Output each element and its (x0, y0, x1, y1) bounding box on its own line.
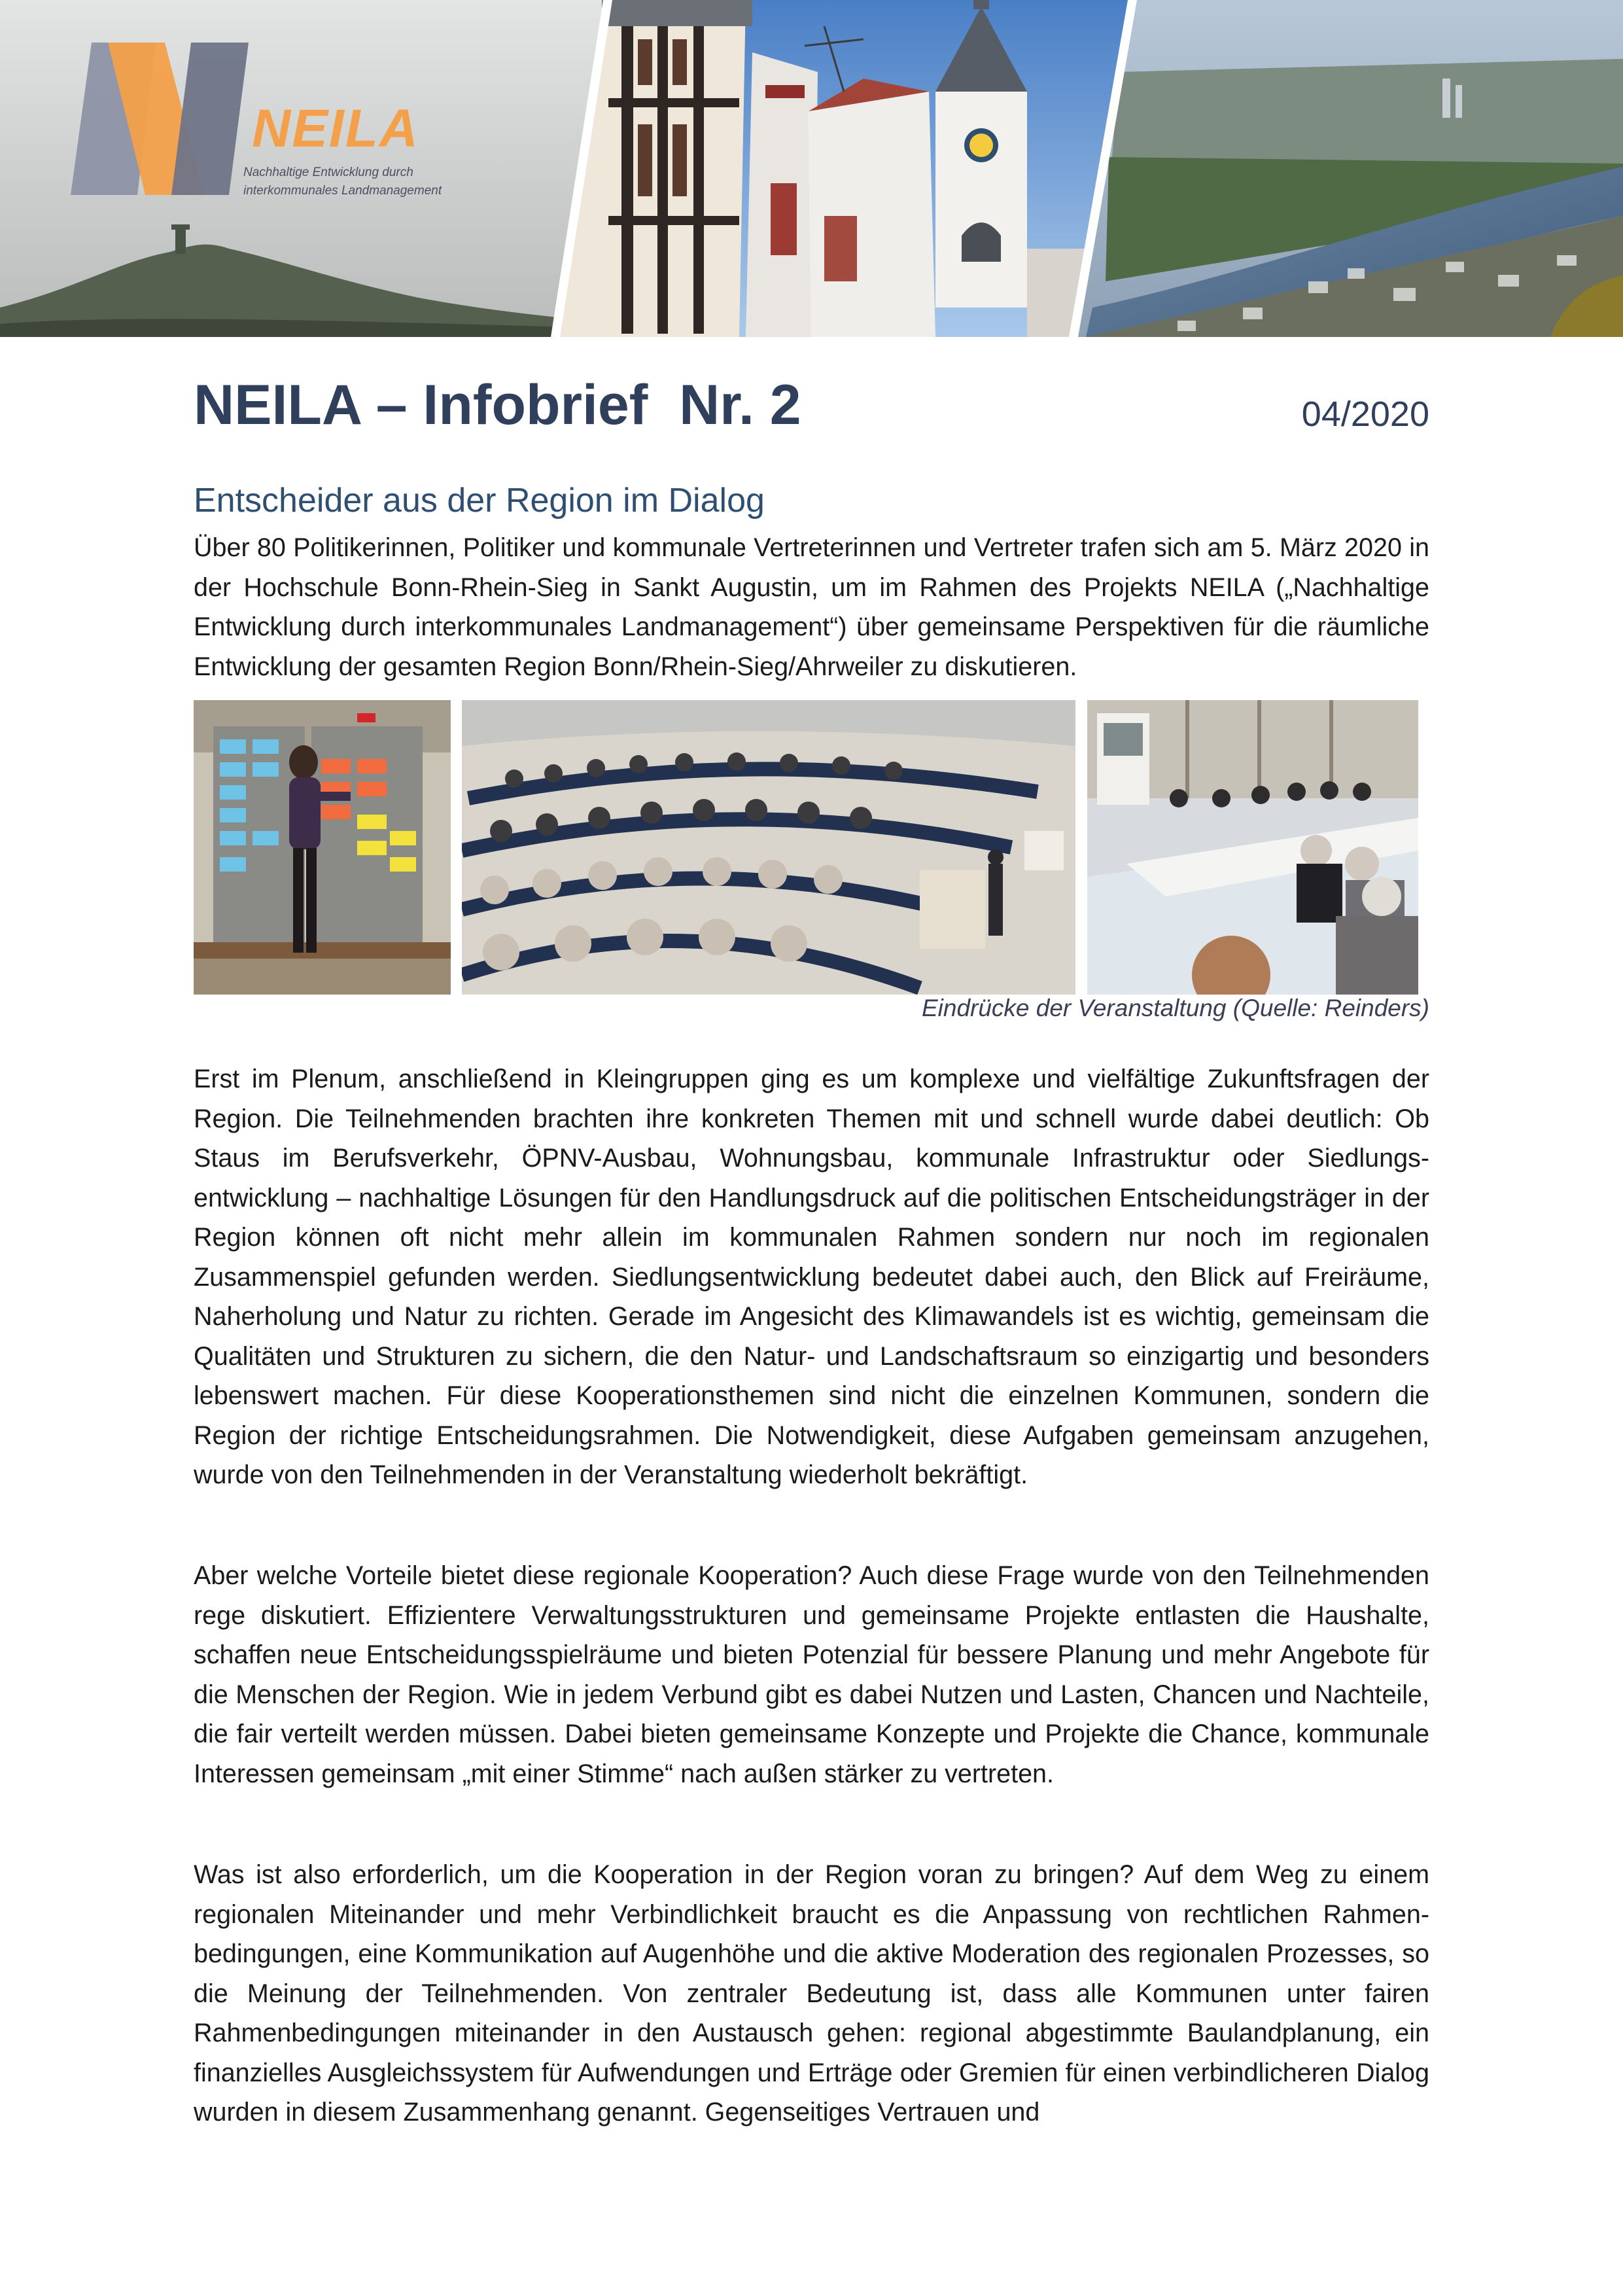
issue-date: 04/2020 (1301, 395, 1429, 434)
event-photo-presenter (194, 700, 451, 995)
event-photo-workshop (1087, 700, 1418, 995)
intro-paragraph: Über 80 Politikerinnen, Politiker und kommunale Vertreterinnen und Vertreter trafen sich am 5. März 2020 in der Hochschule Bonn-Rhein-Sieg in Sankt Augustin, um im Rahmen des Projekts NEILA („Nachhaltige Entwicklung durch interkommunales Landmanagement“) über gemeinsame Perspektiven für die räumliche Entwicklung der gesamten Region Bonn/Rhein-Sieg/Ahrweiler zu diskutieren. (194, 533, 1429, 681)
event-photo-auditorium (462, 700, 1075, 995)
header-banner (0, 0, 1623, 337)
photo-caption: Eindrücke der Veranstaltung (Quelle: Reinders) (921, 995, 1429, 1021)
logo-tagline: Nachhaltige Entwicklung durch interkommunales Landmanagement (243, 166, 442, 198)
page-title: NEILA – Infobrief Nr. 2 (194, 374, 801, 436)
body-paragraph: Was ist also erforderlich, um die Kooperation in der Region voran zu bringen? Auf dem Weg zu einem regionalen Miteinander und mehr Verbindlichkeit braucht es die Anpassung von rechtlichen Rahmenbedingungen, eine Kommunikation auf Augenhöhe und die aktive Moderation des regionalen Prozesses, so die Meinung der Teilnehmenden. Von zentraler Bedeutung ist, dass alle Kommunen unter fairen Rahmenbedingungen miteinander in den Austausch gehen: regional abgestimmte Baulandplanung, ein finanzielles Ausgleichssystem für Aufwendungen und Erträge oder Gremien für einen verbindlicheren Dialog wurden in diesem Zusammenhang genannt. Gegenseitiges Vertrauen und (194, 1860, 1429, 2127)
logo-wordmark: NEILA (252, 99, 419, 158)
body-paragraph: Aber welche Vorteile bietet diese regionale Kooperation? Auch diese Frage wurde von den Teilnehmenden rege diskutiert. Effizientere Verwaltungsstrukturen und gemeinsame Projekte entlasten die Haushalte, schaffen neue Entscheidungsspielräume und bieten Potenzial für bessere Planung und mehr Angebote für die Menschen der Region. Wie in jedem Verbund gibt es dabei Nutzen und Lasten, Chancen und Nachteile, die fair verteilt werden müssen. Dabei bieten gemeinsame Konzepte und Projekte die Chance, kommunale Interessen gemeinsam „mit einer Stimme“ nach außen stärker zu vertreten. (194, 1561, 1429, 1788)
section-heading: Entscheider aus der Region im Dialog (194, 482, 765, 520)
body-paragraph: Erst im Plenum, anschließend in Kleingruppen ging es um komplexe und vielfältige Zukunftsfragen der Region. Die Teilnehmenden brachten ihre konkreten Themen mit und schnell wurde dabei deutlich: Ob Staus im Berufsverkehr, ÖPNV-Ausbau, Wohnungsbau, kommunale Infrastruktur oder Siedlungsentwicklung – nachhaltige Lösungen für den Handlungsdruck auf die politischen Entscheidungsträger in der Region können oft nicht mehr allein im kommunalen Rahmen sondern nur noch im regionalen Zusammenspiel gefunden werden. Siedlungsentwicklung bedeutet dabei auch, den Blick auf Freiräume, Naherholung und Natur zu richten. Gerade im Angesicht des Klimawandels ist es wichtig, gemeinsam die Qualitäten und Strukturen zu sichern, die den Natur- und Landschaftsraum so einzigartig und besonders lebenswert machen. Für diese Kooperationsthemen sind nicht die einzelnen Kommunen, sondern die Region der richtige Entscheidungsrahmen. Die Notwendigkeit, diese Aufgaben gemeinsam anzugehen, wurde von den Teilnehmenden in der Veranstaltung wiederholt bekräftigt. (194, 1065, 1429, 1489)
